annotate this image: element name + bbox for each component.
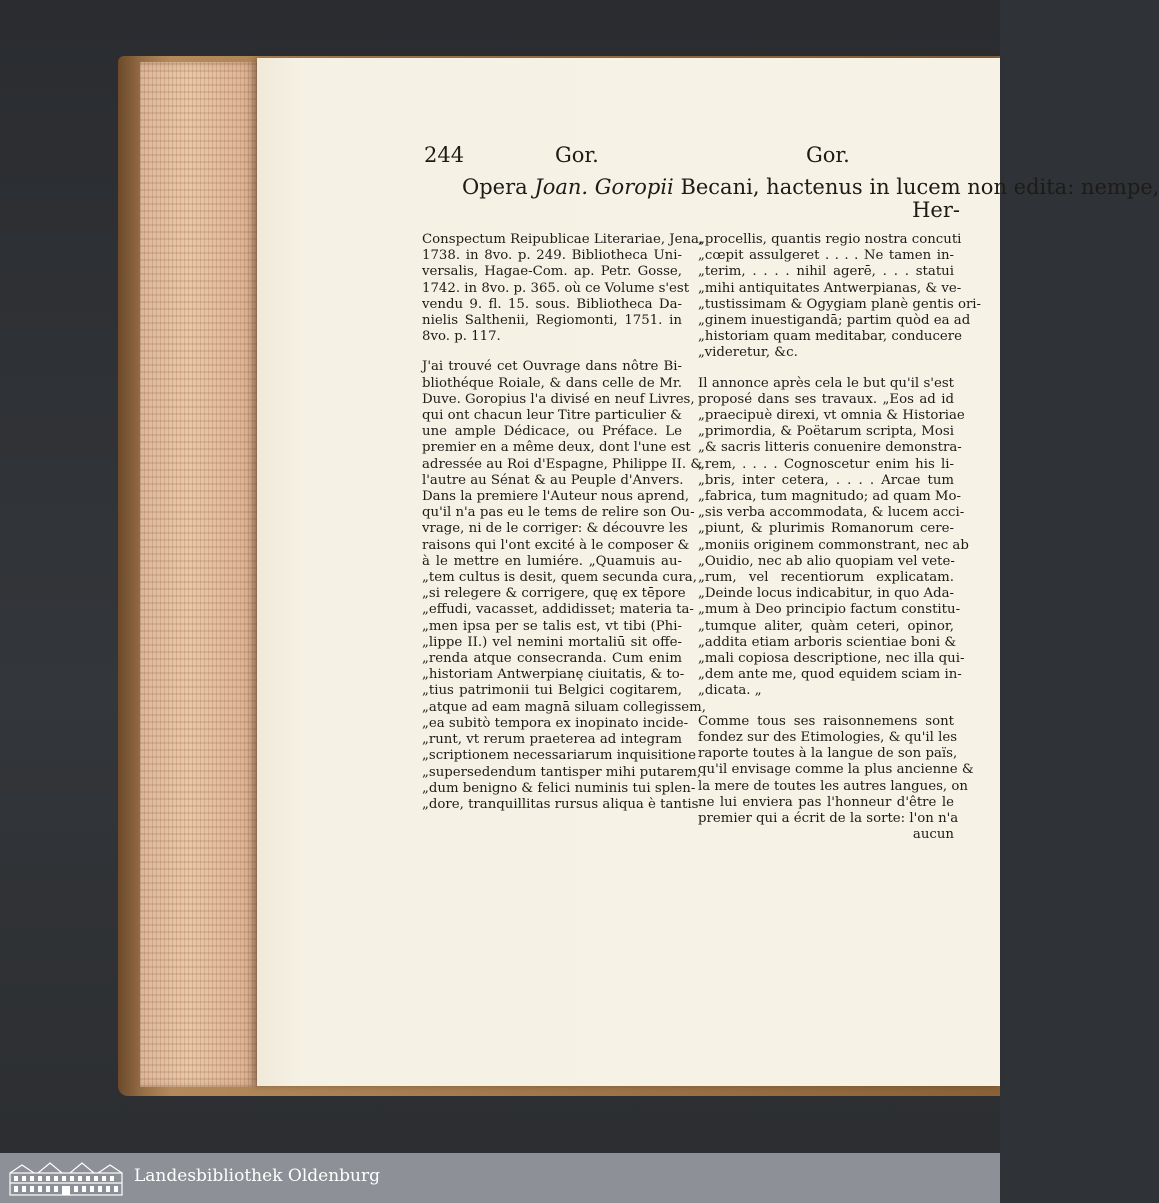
text-line: qu'il envisage comme la plus ancienne & <box>698 762 974 778</box>
text-line: versalis, Hagae-Com. ap. Petr. Gosse, <box>422 264 682 280</box>
text-line: à le mettre en lumiére. „Quamuis au- <box>422 553 682 569</box>
text-line: „effudi, vacasset, addidisset; materia ta- <box>422 602 694 618</box>
text-line: „historiam Antwerpianę ciuitatis, & to- <box>422 667 685 683</box>
text-line: premier en a même deux, dont l'une est <box>422 440 691 456</box>
text-line: vendu 9. fl. 15. sous. Bibliotheca Da- <box>422 296 682 312</box>
text-line: 1742. in 8vo. p. 365. où ce Volume s'est <box>422 280 690 296</box>
text-line: „cœpit assulgeret . . . . Ne tamen in- <box>698 248 954 264</box>
text-line: l'autre au Sénat & au Peuple d'Anvers. <box>422 472 684 488</box>
text-line: „bris, inter cetera, . . . . Arcae tum <box>698 472 954 488</box>
title-part: Becani, hactenus in lucem non edita: nempe, <box>673 175 1159 199</box>
text-line: „ea subitò tempora ex inopinato incide- <box>422 715 689 731</box>
text-line: „moniis originem commonstrant, nec ab <box>698 537 969 553</box>
text-line: „piunt, & plurimis Romanorum cere- <box>698 521 954 537</box>
text-line: la mere de toutes les autres langues, on <box>698 778 968 794</box>
text-line: qui ont chacun leur Titre particulier & <box>422 408 682 424</box>
right-paragraph-1 <box>698 232 982 362</box>
running-header <box>424 143 1000 173</box>
text-line: fondez sur des Etimologies, & qu'il les <box>698 729 958 745</box>
text-line: „videretur, &c. <box>698 345 798 361</box>
right-paragraph-3 <box>698 713 974 844</box>
text-line: Duve. Goropius l'a divisé en neuf Livres, <box>422 391 695 407</box>
text-line: „tius patrimonii tui Belgici cogitarem, <box>422 683 682 699</box>
text-line: „Ouidio, nec ab alio quopiam vel vete- <box>698 553 955 569</box>
text-line: J'ai trouvé cet Ouvrage dans nôtre Bi- <box>422 359 682 375</box>
left-column <box>422 232 706 813</box>
entry-title <box>462 174 1159 200</box>
text-line: „dum benigno & felici numinis tui splen- <box>422 780 696 796</box>
text-line: „rem, . . . . Cognoscetur enim his li- <box>698 456 954 472</box>
text-line: „ginem inuestigandā; partim quòd ea ad <box>698 313 971 329</box>
text-line: „si relegere & corrigere, quę ex tēpore <box>422 586 686 602</box>
text-line: ne lui enviera pas l'honneur d'être le <box>698 794 954 810</box>
text-line: proposé dans ses travaux. „Eos ad id <box>698 391 954 407</box>
text-line: „praecipuè direxi, vt omnia & Historiae <box>698 408 965 424</box>
text-line: „primordia, & Poëtarum scripta, Mosi <box>698 424 954 440</box>
text-line: „& sacris litteris conuenire demonstra- <box>698 440 962 456</box>
text-line: Il annonce après cela le but qu'il s'est <box>698 375 954 391</box>
header-right: Gor. <box>806 143 850 167</box>
text-line: „mihi antiquitates Antwerpianas, & ve- <box>698 280 962 296</box>
text-line: „dem ante me, quod equidem sciam in- <box>698 667 962 683</box>
left-paragraph-1 <box>422 232 704 345</box>
text-line: „mum à Deo principio factum constitu- <box>698 602 961 618</box>
text-line: „renda atque consecranda. Cum enim <box>422 651 682 667</box>
text-line: une ample Dédicace, ou Préface. Le <box>422 424 682 440</box>
library-name: Landesbibliothek Oldenburg <box>134 1166 381 1186</box>
text-line: „atque ad eam magnā siluam collegissem, <box>422 699 706 715</box>
text-line: nielis Salthenii, Regiomonti, 1751. in <box>422 313 682 329</box>
text-line: Comme tous ses raisonnemens sont <box>698 713 954 729</box>
text-line: „tem cultus is desit, quem secunda cura, <box>422 570 697 586</box>
library-building-logo-icon <box>8 1159 124 1197</box>
text-line: „historiam quam meditabar, conducere <box>698 329 963 345</box>
text-line: „Deinde locus indicabitur, in quo Ada- <box>698 586 955 602</box>
text-line: „supersedendum tantisper mihi putarem, <box>422 764 702 780</box>
text-line: „fabrica, tum magnitudo; ad quam Mo- <box>698 489 962 505</box>
title-continuation: Her- <box>912 198 960 222</box>
text-line: qu'il n'a pas eu le tems de relire son Ou- <box>422 505 695 521</box>
text-line: raisons qui l'ont excité à le composer & <box>422 537 690 553</box>
text-line: Dans la premiere l'Auteur nous aprend, <box>422 489 690 505</box>
text-line: „lippe II.) vel nemini mortaliū sit offe- <box>422 634 682 650</box>
left-paragraph-2 <box>422 359 706 813</box>
page-edges <box>140 62 258 1087</box>
text-line: „dicata. „ <box>698 683 762 699</box>
text-line: „addita etiam arboris scientiae boni & <box>698 634 957 650</box>
text-line: raporte toutes à la langue de son païs, <box>698 746 958 762</box>
text-line: „sis verba accommodata, & lucem acci- <box>698 505 965 521</box>
catchword: aucun <box>912 827 954 843</box>
header-left: Gor. <box>555 143 599 167</box>
text-line: „tumque aliter, quàm ceteri, opinor, <box>698 618 954 634</box>
text-line: „tustissimam & Ogygiam planè gentis ori- <box>698 296 982 312</box>
text-line: bliothéque Roiale, & dans celle de Mr. <box>422 375 682 391</box>
text-line: Conspectum Reipublicae Literariae, Jena, <box>422 232 704 247</box>
footer-bar <box>0 1153 1000 1203</box>
text-line: „runt, vt rerum praeterea ad integram <box>422 732 682 748</box>
text-line: „rum, vel recentiorum explicatam. <box>698 570 954 586</box>
page-number: 244 <box>424 143 465 167</box>
text-line: „scriptionem necessariarum inquisitione <box>422 748 697 764</box>
text-line: „men ipsa per se talis est, vt tibi (Phi- <box>422 618 682 634</box>
text-line: 1738. in 8vo. p. 249. Bibliotheca Uni- <box>422 248 682 264</box>
right-paragraph-2 <box>698 375 969 700</box>
text-line: premier qui a écrit de la sorte: l'on n'a <box>698 810 959 826</box>
text-line: „dore, tranquillitas rursus aliqua è tantis <box>422 796 699 812</box>
text-line: „terim, . . . . nihil agerē, . . . statui <box>698 264 954 280</box>
title-author-italic: Joan. Goropii <box>534 175 674 199</box>
text-line: „procellis, quantis regio nostra concuti <box>698 232 962 247</box>
text-line: „mali copiosa descriptione, nec illa qui- <box>698 651 965 667</box>
text-line: 8vo. p. 117. <box>422 329 501 345</box>
text-line: vrage, ni de le corriger: & découvre les <box>422 521 688 537</box>
text-line: adressée au Roi d'Espagne, Philippe II. & <box>422 456 703 472</box>
right-column <box>698 232 982 843</box>
title-part: Opera <box>462 175 535 199</box>
